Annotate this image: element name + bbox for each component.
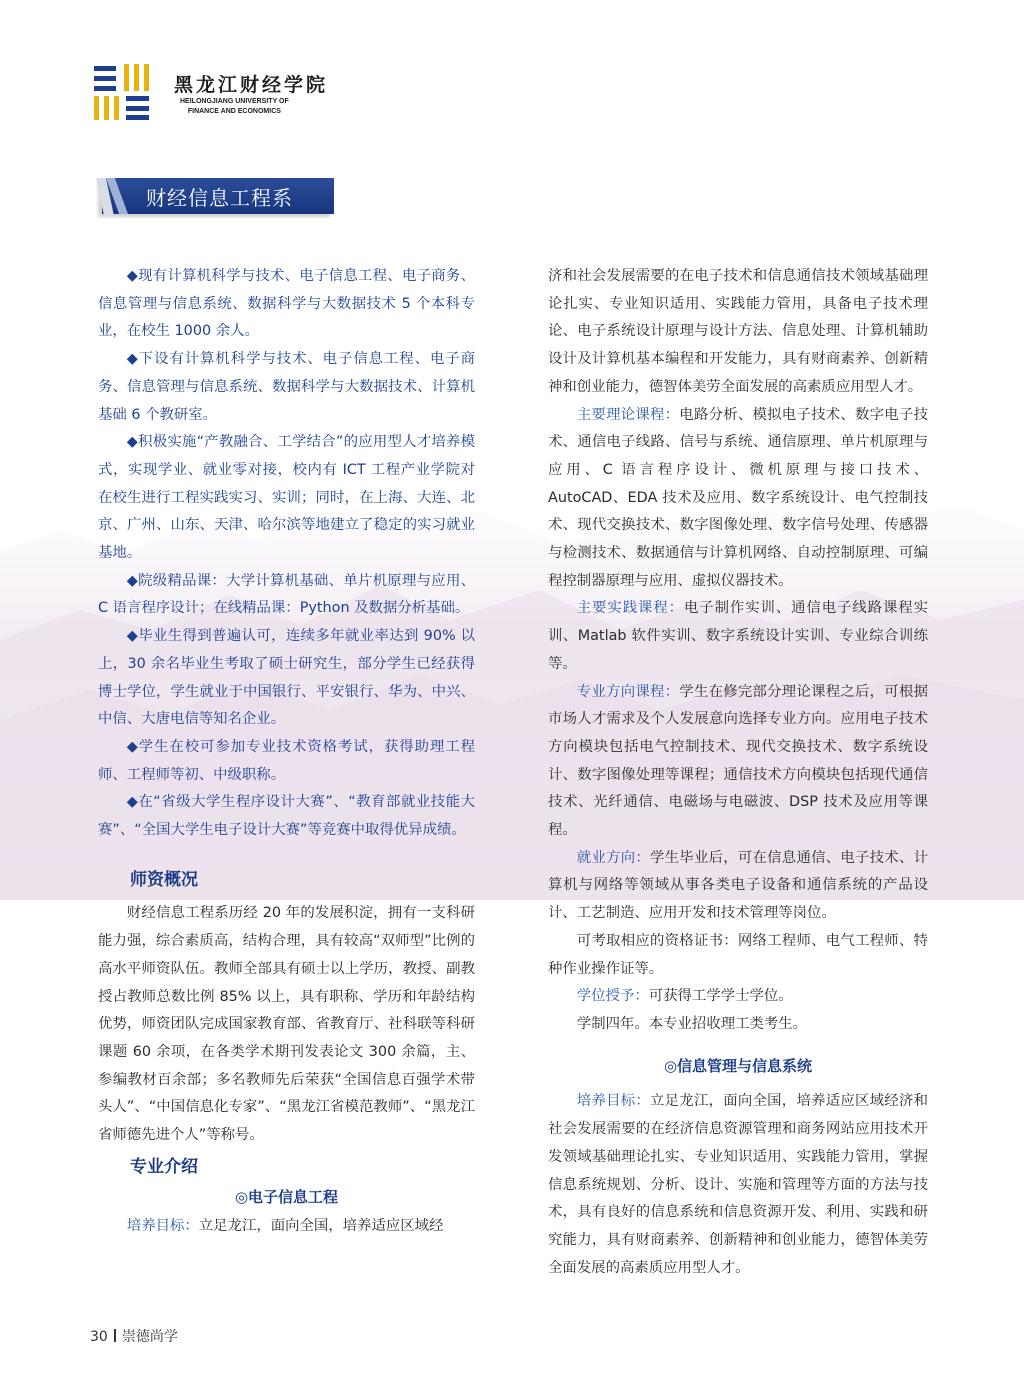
page-footer bbox=[90, 1326, 178, 1346]
employment-direction bbox=[548, 845, 928, 928]
logo-english-line-2: FINANCE AND ECONOMICS bbox=[187, 108, 281, 115]
page-number: 30 bbox=[90, 1329, 108, 1345]
direction-text: 学生在修完部分理论课程之后，可根据市场人才需求及个人发展意向选择专业方向。应用电子技术方向模块包括电气控制技术、现代交换技术、数字系统设计、数字图像处理等课程；通信技术方向模块包括现代通信技术、光纤通信、电磁场与电磁波、DSP 技术及应用等课程。 bbox=[548, 683, 928, 839]
highlight-item: ◆毕业生得到普遍认可，连续多年就业率达到 90% 以上，30 余名毕业生考取了硕士研究生，部分学生已经获得博士学位，学生就业于中国银行、平安银行、华为、中兴、中信、大唐电信等知名企业。 bbox=[98, 628, 475, 728]
direction-courses bbox=[548, 679, 928, 845]
left-column bbox=[98, 263, 475, 1241]
highlights-list bbox=[98, 263, 475, 845]
logo-english-name bbox=[180, 97, 289, 117]
logo-emblem-icon bbox=[94, 64, 150, 120]
highlight-item: ◆学生在校可参加专业技术资格考试，获得助理工程师、工程师等初、中级职称。 bbox=[98, 738, 475, 783]
practice-text: 电子制作实训、通信电子线路课程实训、Matlab 软件实训、数字系统设计实训、专业综合训练等。 bbox=[548, 600, 928, 672]
department-title: 财经信息工程系 bbox=[146, 186, 293, 210]
practice-label: 主要实践课程： bbox=[576, 600, 684, 617]
practice-courses bbox=[548, 595, 928, 678]
theory-courses bbox=[548, 402, 928, 596]
logo-english-line-1: HEILONGJIANG UNIVERSITY OF bbox=[180, 98, 289, 105]
footer-label: 崇德尚学 bbox=[121, 1329, 178, 1345]
highlight-item: ◆在“省级大学生程序设计大赛”、“教育部就业技能大赛”、“全国大学生电子设计大赛”等竞赛中取得优异成绩。 bbox=[98, 794, 475, 839]
theory-text: 电路分析、模拟电子技术、数字电子技术、通信电子线路、信号与系统、通信原理、单片机原理与应用、C 语言程序设计、微机原理与接口技术、AutoCAD、EDA 技术及应用、数字系统设计、电气控制技术、现代交换技术、数字图像处理、数字信号处理、传感器与检测技术、数据通信与计算机网络、自动控制原理、可编程控制器原理与应用、虚拟仪器技术。 bbox=[548, 406, 928, 589]
highlight-item: ◆现有计算机科学与技术、电子信息工程、电子商务、信息管理与信息系统、数据科学与大数据技术 5 个本科专业，在校生 1000 余人。 bbox=[98, 268, 475, 340]
certificates: 可考取相应的资格证书：网络工程师、电气工程师、特种作业操作证等。 bbox=[548, 932, 928, 977]
degree-text: 可获得工学学士学位。 bbox=[648, 988, 793, 1005]
employment-text: 学生毕业后，可在信息通信、电子技术、计算机与网络等领域从事各类电子设备和通信系统的产品设计、工艺制造、应用开发和技术管理等岗位。 bbox=[548, 849, 928, 922]
direction-label: 专业方向课程： bbox=[576, 683, 680, 700]
study-duration: 学制四年。本专业招收理工类考生。 bbox=[576, 1015, 808, 1032]
department-title-banner bbox=[96, 178, 334, 216]
goal-text: 立足龙江，面向全国，培养适应区域经 bbox=[198, 1218, 444, 1235]
goal-label: 培养目标： bbox=[126, 1218, 199, 1235]
electronic-goal-start bbox=[98, 1213, 475, 1241]
major-title-infosys: ◎信息管理与信息系统 bbox=[663, 1056, 813, 1075]
logo-chinese-name: 黑龙江财经学院 bbox=[174, 74, 329, 96]
goal-text: 立足龙江，面向全国，培养适应区域经济和社会发展需要的在经济信息资源管理和商务网站应用技术开发领域基础理论扎实、专业知识适用、实践能力管用，掌握信息系统规划、分析、设计、实施和管理等方面的方法与技术，具有良好的信息系统和信息资源开发、利用、实践和研究能力，具有财商素养、创新精神和创业能力，德智体美劳全面发展的高素质应用型人才。 bbox=[548, 1093, 928, 1276]
faculty-paragraph: 财经信息工程系历经 20 年的发展积淀，拥有一支科研能力强，综合素质高，结构合理，具有较高“双师型”比例的高水平师资队伍。教师全部具有硕士以上学历，教授、副教授占教师总数比例 85% 以上，具有职称、学历和年龄结构优势，师资团队完成国家教育部、省教育厅、社科联等科研课题 60 余项，在各类学术期刊发表论文 300 余篇，主、参编教材百余部；多名教师先后荣获“全国信息百强学术带头人”、“中国信息化专家”、“黑龙江省模范教师”、“黑龙江省师德先进个人”等称号。 bbox=[98, 905, 475, 1144]
faculty-heading: 师资概况 bbox=[130, 869, 198, 890]
degree-label: 学位授予： bbox=[576, 988, 649, 1005]
footer-divider bbox=[114, 1329, 116, 1342]
degree-awarded bbox=[548, 983, 928, 1011]
employment-label: 就业方向： bbox=[576, 849, 651, 866]
electronic-goal-continued: 济和社会发展需要的在电子技术和信息通信技术领域基础理论扎实、专业知识适用、实践能力管用，具备电子技术理论、电子系统设计原理与设计方法、信息处理、计算机辅助设计及计算机基本编程和开发能力，具有财商素养、创新精神和创业能力，德智体美劳全面发展的高素质应用型人才。 bbox=[548, 268, 928, 395]
right-column bbox=[548, 263, 928, 1282]
infosys-goal bbox=[548, 1088, 928, 1282]
majors-heading: 专业介绍 bbox=[130, 1156, 198, 1177]
highlight-item: ◆院级精品课：大学计算机基础、单片机原理与应用、C 语言程序设计；在线精品课：Python 及数据分析基础。 bbox=[98, 572, 475, 617]
goal-label: 培养目标： bbox=[576, 1093, 651, 1110]
major-title-electronic: ◎电子信息工程 bbox=[234, 1187, 339, 1206]
theory-label: 主要理论课程： bbox=[576, 406, 680, 423]
highlight-item: ◆积极实施“产教融合、工学结合”的应用型人才培养模式，实现学业、就业零对接，校内有 ICT 工程产业学院对在校生进行工程实践实习、实训；同时，在上海、大连、北京、广州、山东、天津、哈尔滨等地建立了稳定的实习就业基地。 bbox=[98, 434, 475, 562]
highlight-item: ◆下设有计算机科学与技术、电子信息工程、电子商务、信息管理与信息系统、数据科学与大数据技术、计算机基础 6 个教研室。 bbox=[98, 351, 475, 423]
